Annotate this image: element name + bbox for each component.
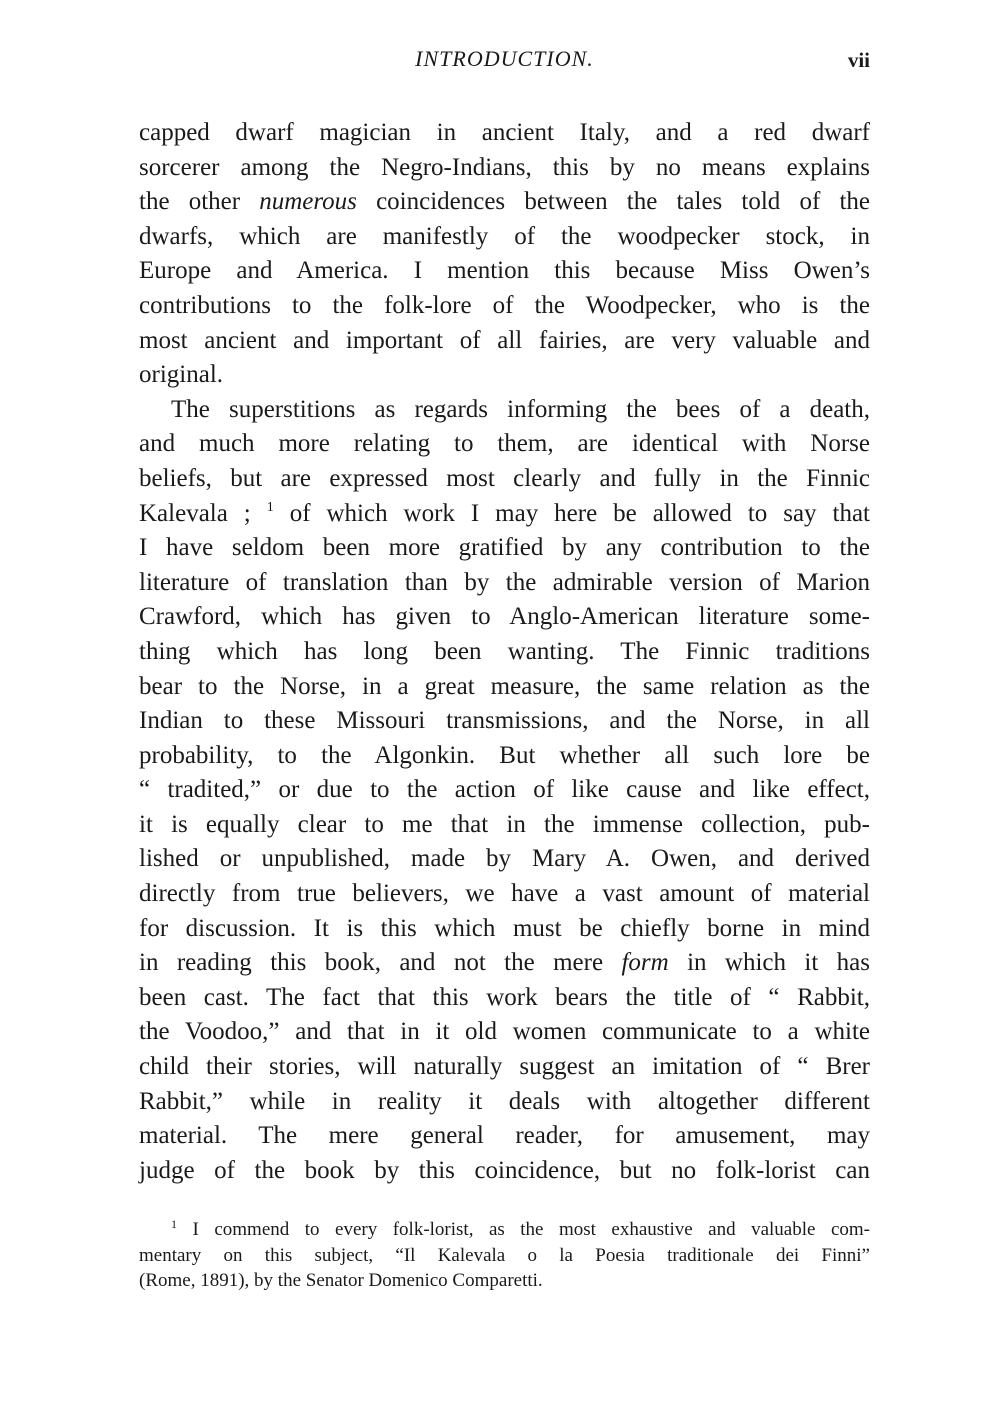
text-line: bear to the Norse, in a great measure, the same relation as the: [139, 672, 870, 700]
emphasis-form: form: [621, 949, 669, 977]
footnote-line: (Rome, 1891), by the Senator Domenico Comparetti.: [139, 1270, 543, 1291]
text-line: for discussion. It is this which must be chiefly borne in mind: [139, 914, 870, 942]
text-line: Crawford, which has given to Anglo-American literature some-: [139, 603, 870, 631]
text-line: been cast. The fact that this work bears the title of “ Rabbit,: [139, 983, 870, 1011]
body-text: [139, 116, 870, 1188]
text-line: the other numerous coincidences between the tales told of the: [139, 188, 870, 216]
text-line: capped dwarf magician in ancient Italy, and a red dwarf: [139, 119, 870, 146]
text-line: most ancient and important of all fairies, are very valuable and: [139, 326, 870, 354]
text-line: child their stories, will naturally suggest an imitation of “ Brer: [139, 1053, 870, 1081]
text-line: and much more relating to them, are identical with Norse: [139, 430, 870, 458]
text-line: dwarfs, which are manifestly of the woodpecker stock, in: [139, 222, 870, 250]
footnote-line: mentary on this subject, “Il Kalevala o la Poesia traditionale dei Finni”: [139, 1244, 870, 1266]
emphasis-numerous: numerous: [259, 188, 357, 216]
text-line: material. The mere general reader, for amusement, may: [139, 1122, 870, 1150]
text-line: beliefs, but are expressed most clearly and fully in the Finnic: [139, 464, 870, 492]
text-line: sorcerer among the Negro-Indians, this by no means explains: [139, 153, 870, 181]
running-title: INTRODUCTION.: [415, 46, 594, 71]
text-line: Indian to these Missouri transmissions, and the Norse, in all: [139, 707, 870, 735]
text-line: thing which has long been wanting. The Finnic traditions: [139, 637, 870, 665]
text-line: directly from true believers, we have a vast amount of material: [139, 880, 870, 908]
text-line: literature of translation than by the admirable version of Marion: [139, 568, 870, 596]
page-number: vii: [847, 48, 870, 72]
text-line: judge of the book by this coincidence, but no folk-lorist can: [139, 1156, 870, 1184]
paragraph-start-line: The superstitions as regards informing the bees of a death,: [171, 395, 870, 423]
footnote-reference[interactable]: 1: [266, 499, 274, 515]
footnote-marker: 1: [171, 1217, 177, 1231]
text-line: Europe and America. I mention this because Miss Owen’s: [139, 257, 870, 285]
footnote-line: $^1$ I commend to every folk-lorist, as the most exhaustive and valuable com-: [171, 1217, 870, 1240]
text-line: probability, to the Algonkin. But whether all such lore be: [139, 741, 870, 769]
text-line: lished or unpublished, made by Mary A. Owen, and derived: [139, 845, 870, 873]
text-line: Kalevala ; $^1$ of which work I may here be allowed to say that: [139, 499, 871, 527]
running-head: [139, 46, 870, 76]
text-line: “ tradited,” or due to the action of like cause and like effect,: [139, 776, 870, 804]
text-line: in reading this book, and not the mere form in which it has: [139, 949, 871, 977]
text-line: I have seldom been more gratified by any contribution to the: [139, 534, 870, 562]
text-line: original.: [139, 361, 224, 389]
footnotes: [139, 1217, 870, 1294]
text-line: contributions to the folk-lore of the Woodpecker, who is the: [139, 291, 870, 319]
text-line: the Voodoo,” and that in it old women communicate to a white: [139, 1018, 870, 1046]
text-line: Rabbit,” while in reality it deals with altogether different: [139, 1087, 870, 1115]
text-line: it is equally clear to me that in the immense collection, pub-: [139, 810, 870, 838]
